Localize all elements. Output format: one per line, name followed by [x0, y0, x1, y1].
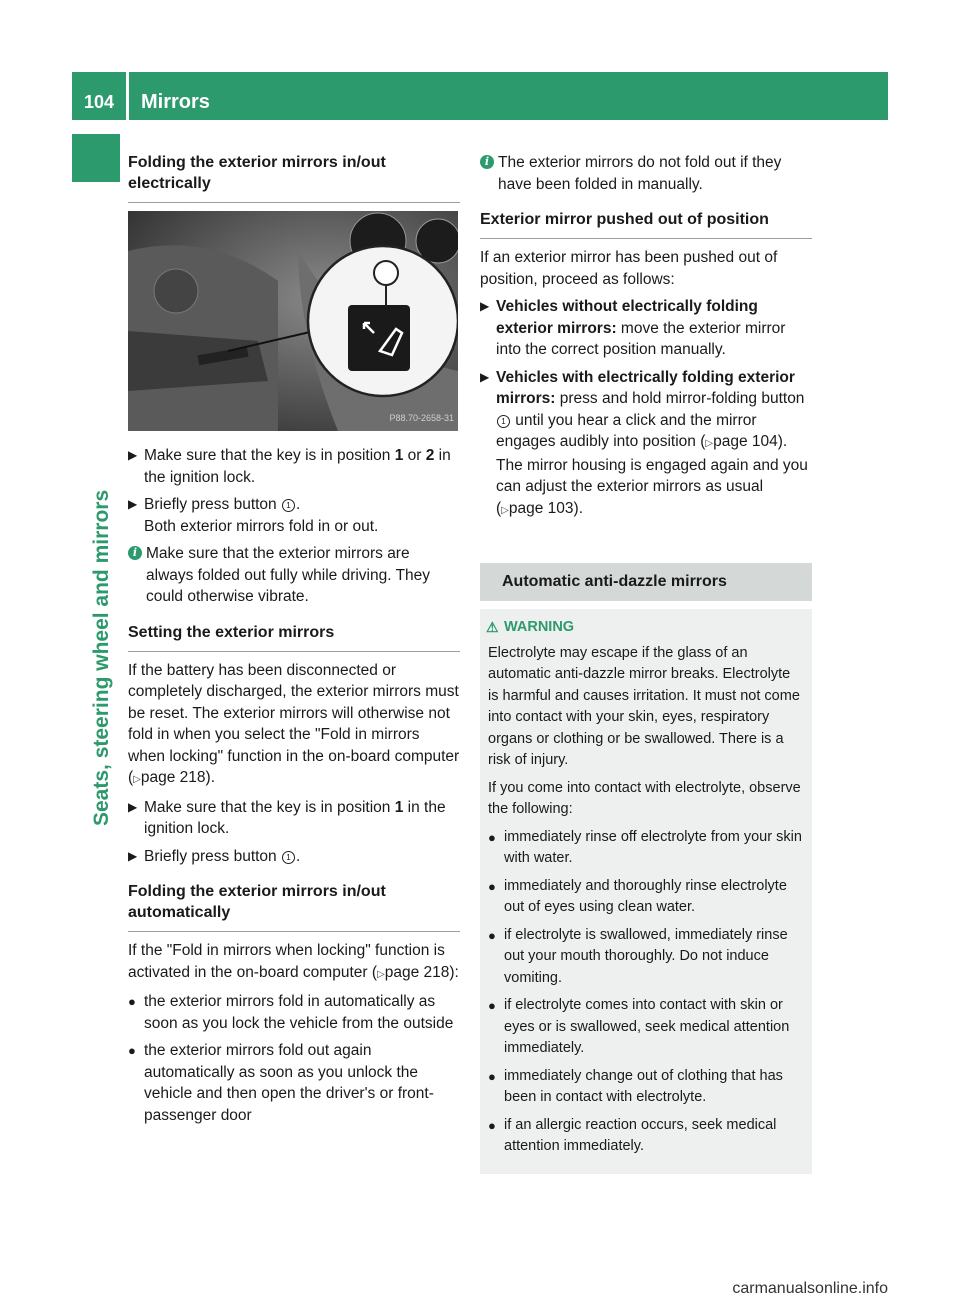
page-ref-icon: ▷ — [377, 968, 385, 980]
door-illustration — [128, 211, 458, 431]
bullet-icon: ● — [488, 1117, 496, 1133]
step-arrow-icon: ▶ — [480, 299, 490, 313]
list-item: ● if an allergic reaction occurs, seek medical attention immediately. — [488, 1116, 777, 1154]
info-note: i Make sure that the exterior mirrors are always folded out fully while driving. They could otherwise vibrate. — [128, 543, 460, 608]
callout-1-icon: 1 — [282, 851, 295, 864]
info-note: i The exterior mirrors do not fold out if they have been folded in manually. — [480, 152, 812, 195]
side-tab — [86, 186, 116, 826]
paragraph: If the "Fold in mirrors when locking" function is activated in the on-board computer (▷page 218): — [128, 942, 459, 981]
bullet-icon: ● — [488, 1068, 496, 1084]
bullet-icon: ● — [128, 1043, 136, 1058]
bullet-icon: ● — [488, 927, 496, 943]
step-arrow-icon: ▶ — [128, 848, 138, 863]
callout-1-icon: 1 — [282, 499, 295, 512]
chapter-title: Mirrors — [141, 91, 210, 113]
step: ▶ Vehicles with electrically folding exterior mirrors: press and hold mirror-folding button 1 until you hear a click and the mirror engages audibly into position (▷page 104). The mirror housing is engaged again and you can adjust the exterior mirrors as usual (▷page 103). — [480, 368, 808, 517]
right-column — [480, 152, 812, 1174]
side-tab-label: Seats, steering wheel and mirrors — [90, 489, 113, 826]
left-column — [128, 152, 460, 1132]
list-item: ● immediately change out of clothing that has been in contact with electrolyte. — [488, 1067, 783, 1105]
list-item: ● immediately rinse off electrolyte from your skin with water. — [488, 828, 802, 866]
warning-title: ⚠ WARNING — [488, 617, 804, 639]
page-ref-icon: ▷ — [705, 438, 714, 449]
warning-triangle-icon: ⚠ — [486, 619, 499, 635]
step: ▶ Make sure that the key is in position 1 or 2 in the ignition lock. — [128, 447, 451, 486]
figure-code: P88.70-2658-31 — [389, 412, 454, 423]
side-tab-marker — [72, 134, 120, 182]
page-number: 104 — [83, 92, 115, 112]
list-item: ● if electrolyte is swallowed, immediately rinse out your mouth thoroughly. Do not induce vomiting. — [488, 926, 788, 986]
section-title-mirror-pushed: Exterior mirror pushed out of position — [480, 209, 812, 239]
warning-box — [480, 609, 812, 1174]
page-ref-icon: ▷ — [133, 774, 141, 785]
callout-1-icon: 1 — [497, 415, 510, 428]
step-arrow-icon: ▶ — [128, 448, 138, 462]
paragraph: Electrolyte may escape if the glass of an automatic anti-dazzle mirror breaks. Electrolyte is harmful and causes irritation. It must not come into contact with your skin, eyes, respiratory organs or clothing or be swallowed. There is a risk of injury. — [488, 644, 800, 768]
step-arrow-icon: ▶ — [128, 799, 138, 814]
bullet-icon: ● — [488, 998, 496, 1013]
section-banner: Automatic anti-dazzle mirrors — [480, 563, 812, 601]
page-ref-icon: ▷ — [501, 504, 509, 516]
bullet-icon: ● — [128, 994, 136, 1009]
bullet-icon: ● — [488, 878, 496, 894]
section-title-setting-mirrors: Setting the exterior mirrors — [128, 622, 460, 652]
section-title-folding-electrically: Folding the exterior mirrors in/out electrically — [128, 152, 460, 203]
section-title-folding-automatically: Folding the exterior mirrors in/out automatically — [128, 881, 460, 932]
info-icon: i — [128, 546, 142, 560]
header-divider — [126, 72, 129, 120]
step: ▶ Briefly press button 1 . — [128, 846, 460, 868]
step: ▶ Make sure that the key is in position 1 in the ignition lock. — [128, 798, 446, 837]
bullet-icon: ● — [488, 829, 496, 845]
list-item: ● the exterior mirrors fold in automatically as soon as you lock the vehicle from the outside — [128, 993, 454, 1032]
step-arrow-icon: ▶ — [128, 497, 138, 511]
step: ▶ Briefly press button 1 . Both exterior mirrors fold in or out. — [128, 496, 379, 535]
paragraph: If an exterior mirror has been pushed out of position, proceed as follows: — [480, 249, 778, 288]
paragraph: If you come into contact with electrolyte, observe the following: — [488, 779, 801, 817]
door-button-figure — [128, 211, 458, 431]
paragraph: If the battery has been disconnected or completely discharged, the exterior mirrors must be reset. The exterior mirrors will otherwise not fold in when you select the "Fold in mirrors when locking" function in the on-board computer (▷page 218). — [128, 661, 460, 786]
step: ▶ Vehicles without electrically folding exterior mirrors: move the exterior mirror into the correct position manually. — [480, 298, 786, 358]
step-arrow-icon: ▶ — [480, 369, 490, 384]
info-icon: i — [480, 155, 494, 169]
list-item: ● if electrolyte comes into contact with skin or eyes or is swallowed, seek medical attention immediately. — [488, 997, 790, 1056]
list-item: ● immediately and thoroughly rinse electrolyte out of eyes using clean water. — [488, 877, 787, 915]
list-item: ● the exterior mirrors fold out again automatically as soon as you unlock the vehicle and then open the driver's or front-passenger door — [128, 1042, 434, 1124]
footer-watermark[interactable]: carmanualsonline.info — [732, 1280, 888, 1297]
